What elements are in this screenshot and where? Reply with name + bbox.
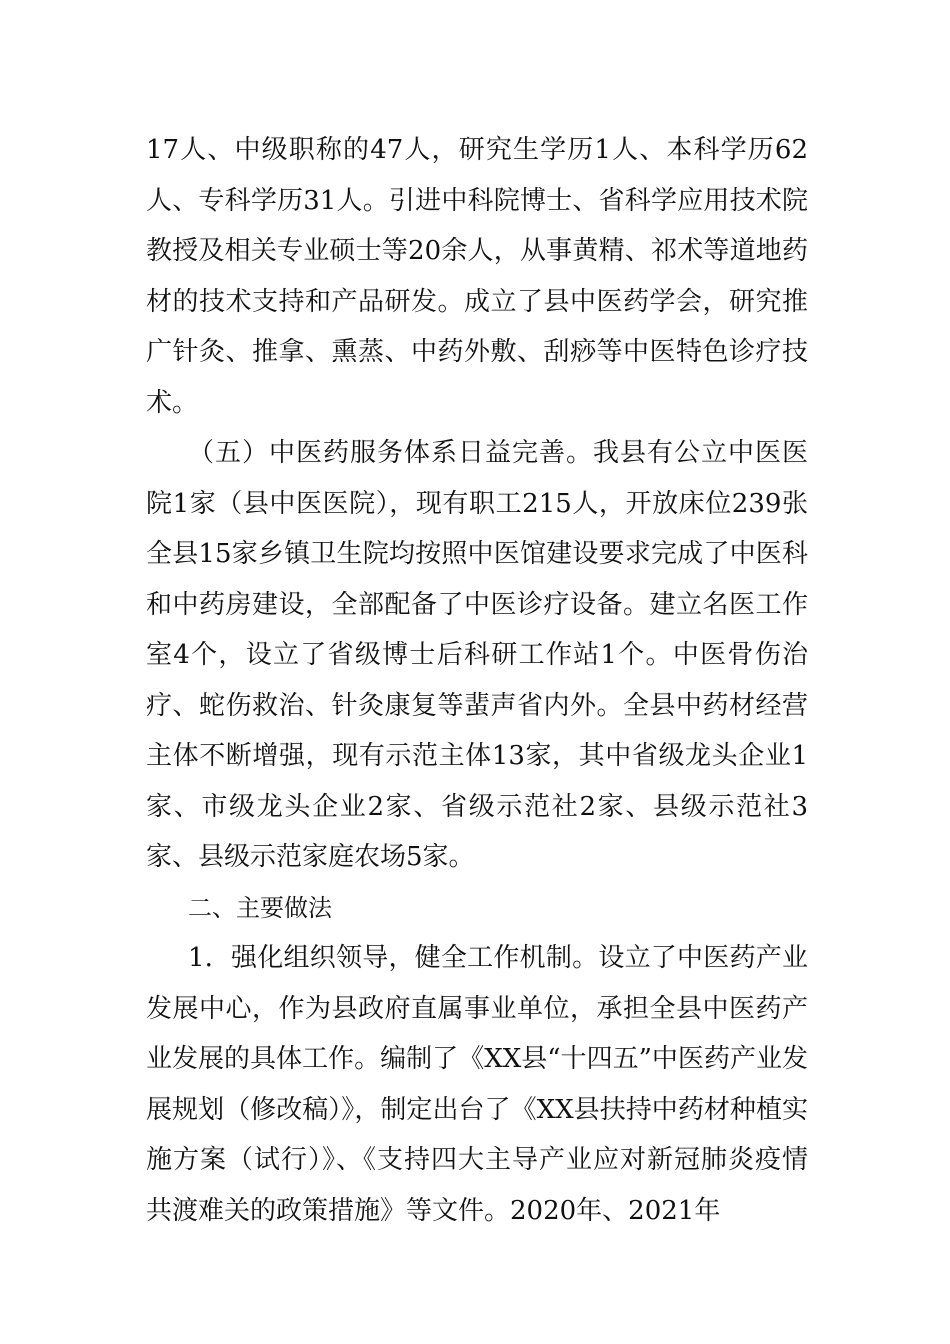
paragraph-service-system: （五）中医药服务体系日益完善。我县有公立中医医院1家（县中医医院），现有职工215人，开放床位239张全县15家乡镇卫生院均按照中医馆建设要求完成了中医科和中药房建设，全部配备了中医诊疗设备。建立名医工作室4个，设立了省级博士后科研工作站1个。中医骨伤治疗、蛇伤救治、针灸康复等蜚声省内外。全县中药材经营主体不断增强，现有示范主体13家，其中省级龙头企业1家、市级龙头企业2家、省级示范社2家、县级示范社3家、县级示范家庭农场5家。 <box>146 438 808 872</box>
section-heading-main-practices: 二、主要做法 <box>188 893 332 922</box>
paragraph-organization-leadership: 1．强化组织领导，健全工作机制。设立了中医药产业发展中心，作为县政府直属事业单位，承担全县中医药产业发展的具体工作。编制了《XX县“十四五”中医药产业发展规划（修改稿）》，制定出台了《XX县扶持中药材种植实施方案（试行）》、《支持四大主导产业应对新冠肺炎疫情共渡难关的政策措施》等文件。2020年、2021年 <box>146 943 808 1226</box>
paragraph-staff-talent: 17人、中级职称的47人，研究生学历1人、本科学历62人、专科学历31人。引进中科院博士、省科学应用技术院教授及相关专业硕士等20余人，从事黄精、祁术等道地药材的技术支持和产品研发。成立了县中医药学会，研究推广针灸、推拿、熏蒸、中药外敷、刮痧等中医特色诊疗技术。 <box>146 135 808 418</box>
document-body <box>146 125 808 1236</box>
